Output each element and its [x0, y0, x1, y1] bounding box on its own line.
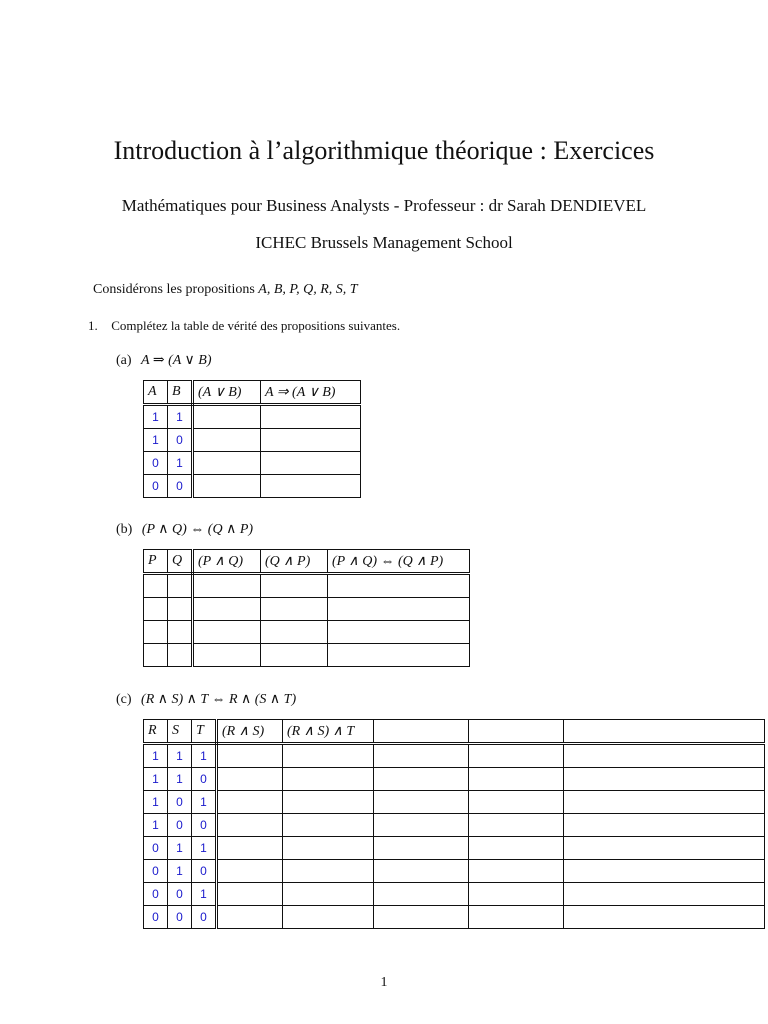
header-cell	[374, 720, 469, 744]
part-c-label: (c)	[116, 692, 132, 707]
answer-cell[interactable]	[168, 598, 193, 621]
table-cell[interactable]: 0	[192, 906, 217, 929]
answer-cell[interactable]	[261, 621, 328, 644]
answer-cell[interactable]	[168, 574, 193, 598]
table-cell[interactable]: 0	[144, 860, 168, 883]
school-subtitle: ICHEC Brussels Management School	[255, 233, 513, 252]
page-number: 1	[380, 975, 388, 990]
intro-line	[93, 280, 358, 300]
table-cell[interactable]: 0	[168, 883, 192, 906]
answer-cell[interactable]	[193, 598, 261, 621]
answer-cell[interactable]	[144, 598, 168, 621]
answer-cell[interactable]	[193, 429, 261, 452]
table-cell[interactable]: 1	[144, 744, 168, 768]
answer-cell[interactable]	[283, 860, 374, 883]
answer-cell[interactable]	[374, 814, 469, 837]
answer-cell[interactable]	[564, 837, 765, 860]
table-row	[144, 621, 470, 644]
table-cell[interactable]: 1	[168, 744, 192, 768]
table-cell[interactable]: 1	[168, 837, 192, 860]
table-cell[interactable]: 0	[168, 791, 192, 814]
answer-cell[interactable]	[283, 791, 374, 814]
table-cell[interactable]: 1	[144, 429, 168, 452]
answer-cell[interactable]	[261, 644, 328, 667]
header-cell: B	[168, 381, 193, 405]
answer-cell[interactable]	[374, 837, 469, 860]
answer-cell[interactable]	[564, 744, 765, 768]
answer-cell[interactable]	[193, 475, 261, 498]
table-cell[interactable]: 1	[144, 814, 168, 837]
table-row	[144, 598, 470, 621]
answer-cell[interactable]	[217, 768, 283, 791]
answer-cell[interactable]	[328, 598, 470, 621]
table-row	[144, 644, 470, 667]
answer-cell[interactable]	[469, 906, 564, 929]
table-row	[144, 906, 765, 929]
header-cell	[564, 720, 765, 744]
table-cell[interactable]: 1	[144, 768, 168, 791]
part-a-label: (a)	[116, 353, 132, 368]
table-header-row	[144, 550, 470, 574]
table-cell[interactable]: 0	[192, 768, 217, 791]
answer-cell[interactable]	[168, 621, 193, 644]
answer-cell[interactable]	[217, 883, 283, 906]
answer-cell[interactable]	[564, 906, 765, 929]
question-number: 1.	[88, 318, 98, 333]
answer-cell[interactable]	[193, 574, 261, 598]
answer-cell[interactable]	[261, 405, 361, 429]
answer-cell[interactable]	[469, 814, 564, 837]
table-row	[144, 574, 470, 598]
answer-cell[interactable]	[374, 768, 469, 791]
answer-cell[interactable]	[261, 452, 361, 475]
answer-cell[interactable]	[283, 906, 374, 929]
answer-cell[interactable]	[217, 837, 283, 860]
part-b-heading	[116, 520, 253, 540]
question-1	[88, 317, 400, 335]
table-row	[144, 768, 765, 791]
table-cell[interactable]: 1	[192, 883, 217, 906]
table-cell[interactable]: 1	[168, 768, 192, 791]
answer-cell[interactable]	[469, 837, 564, 860]
table-cell[interactable]: 1	[144, 791, 168, 814]
answer-cell[interactable]	[469, 744, 564, 768]
table-row	[144, 883, 765, 906]
answer-cell[interactable]	[168, 644, 193, 667]
answer-cell[interactable]	[564, 768, 765, 791]
table-cell[interactable]: 0	[192, 860, 217, 883]
table-cell[interactable]: 0	[168, 814, 192, 837]
answer-cell[interactable]	[374, 906, 469, 929]
table-row	[144, 405, 361, 429]
header-cell: (R ∧ S)	[217, 720, 283, 744]
answer-cell[interactable]	[261, 475, 361, 498]
part-c-formula: (R ∧ S) ∧ T ⇔ R ∧ (S ∧ T)	[141, 692, 297, 707]
answer-cell[interactable]	[217, 791, 283, 814]
answer-cell[interactable]	[469, 883, 564, 906]
answer-cell[interactable]	[564, 791, 765, 814]
document-title: Introduction à l’algorithmique théorique : Exercices	[113, 136, 655, 165]
header-cell: (P ∧ Q)	[193, 550, 261, 574]
answer-cell[interactable]	[193, 644, 261, 667]
answer-cell[interactable]	[217, 744, 283, 768]
intro-variables: A, B, P, Q, R, S, T	[258, 282, 358, 297]
answer-cell[interactable]	[469, 791, 564, 814]
intro-text: Considérons les propositions	[93, 282, 255, 297]
table-row	[144, 744, 765, 768]
answer-cell[interactable]	[374, 883, 469, 906]
answer-cell[interactable]	[283, 814, 374, 837]
answer-cell[interactable]	[374, 744, 469, 768]
table-cell[interactable]: 0	[144, 837, 168, 860]
answer-cell[interactable]	[564, 883, 765, 906]
table-row	[144, 860, 765, 883]
table-header-row	[144, 720, 765, 744]
header-cell: T	[192, 720, 217, 744]
table-header-row	[144, 381, 361, 405]
table-cell[interactable]: 0	[144, 906, 168, 929]
answer-cell[interactable]	[564, 814, 765, 837]
answer-cell[interactable]	[283, 883, 374, 906]
answer-cell[interactable]	[217, 814, 283, 837]
answer-cell[interactable]	[328, 644, 470, 667]
part-b-formula: (P ∧ Q) ⇔ (Q ∧ P)	[141, 522, 254, 537]
answer-cell[interactable]	[374, 860, 469, 883]
answer-cell[interactable]	[217, 860, 283, 883]
table-cell[interactable]: 0	[192, 814, 217, 837]
table-row	[144, 814, 765, 837]
table-row	[144, 475, 361, 498]
truth-table-b	[143, 549, 470, 667]
answer-cell[interactable]	[144, 644, 168, 667]
table-row	[144, 837, 765, 860]
table-cell[interactable]: 0	[144, 883, 168, 906]
table-cell[interactable]: 0	[168, 475, 193, 498]
answer-cell[interactable]	[469, 768, 564, 791]
table-cell[interactable]: 1	[192, 837, 217, 860]
header-cell: (P ∧ Q) ⇔ (Q ∧ P)	[328, 550, 470, 574]
answer-cell[interactable]	[328, 621, 470, 644]
table-cell[interactable]: 0	[168, 906, 192, 929]
table-row	[144, 429, 361, 452]
answer-cell[interactable]	[261, 598, 328, 621]
header-cell: A	[144, 381, 168, 405]
table-cell[interactable]: 1	[144, 405, 168, 429]
table-cell[interactable]: 0	[168, 429, 193, 452]
table-row	[144, 791, 765, 814]
answer-cell[interactable]	[283, 768, 374, 791]
answer-cell[interactable]	[283, 837, 374, 860]
table-cell[interactable]: 1	[168, 452, 193, 475]
question-text: Complétez la table de vérité des propositions suivantes.	[111, 318, 401, 333]
answer-cell[interactable]	[217, 906, 283, 929]
answer-cell[interactable]	[261, 429, 361, 452]
table-row	[144, 452, 361, 475]
header-cell: (R ∧ S) ∧ T	[283, 720, 374, 744]
course-subtitle: Mathématiques pour Business Analysts - Professeur : dr Sarah DENDIEVEL	[121, 196, 647, 215]
answer-cell[interactable]	[193, 452, 261, 475]
part-c-heading	[116, 690, 296, 710]
header-cell: Q	[168, 550, 193, 574]
table-cell[interactable]: 0	[144, 452, 168, 475]
table-cell[interactable]: 1	[168, 405, 193, 429]
answer-cell[interactable]	[261, 574, 328, 598]
answer-cell[interactable]	[374, 791, 469, 814]
answer-cell[interactable]	[283, 744, 374, 768]
answer-cell[interactable]	[144, 621, 168, 644]
truth-table-a	[143, 380, 361, 498]
answer-cell[interactable]	[193, 621, 261, 644]
part-a-heading	[116, 351, 212, 371]
answer-cell[interactable]	[193, 405, 261, 429]
table-cell[interactable]: 1	[192, 744, 217, 768]
header-cell: R	[144, 720, 168, 744]
table-cell[interactable]: 0	[144, 475, 168, 498]
answer-cell[interactable]	[564, 860, 765, 883]
answer-cell[interactable]	[469, 860, 564, 883]
part-a-formula: A ⇒ (A ∨ B)	[141, 353, 212, 368]
header-cell	[469, 720, 564, 744]
answer-cell[interactable]	[144, 574, 168, 598]
table-cell[interactable]: 1	[192, 791, 217, 814]
header-cell: (Q ∧ P)	[261, 550, 328, 574]
table-cell[interactable]: 1	[168, 860, 192, 883]
part-b-label: (b)	[116, 522, 133, 537]
header-cell: (A ∨ B)	[193, 381, 261, 405]
answer-cell[interactable]	[328, 574, 470, 598]
header-cell: A ⇒ (A ∨ B)	[261, 381, 361, 405]
header-cell: P	[144, 550, 168, 574]
truth-table-c	[143, 719, 765, 929]
header-cell: S	[168, 720, 192, 744]
